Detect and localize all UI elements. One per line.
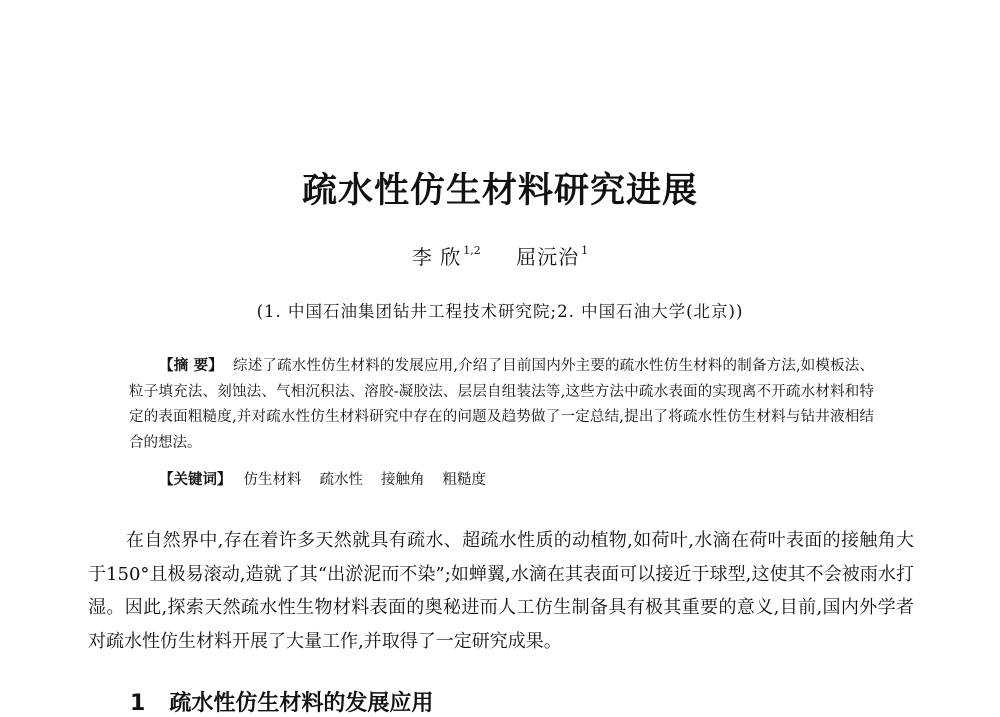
section-title: 疏水性仿生材料的发展应用 <box>169 691 434 716</box>
keyword: 接触角 <box>381 472 425 488</box>
section-number: 1 <box>130 691 146 716</box>
author-2 <box>516 241 588 270</box>
author-affiliation-mark: 1,2 <box>463 244 481 257</box>
paper-title: 疏水性仿生材料研究进展 <box>301 171 698 211</box>
author-list <box>0 241 1000 270</box>
abstract-label: 【摘 要】 <box>159 357 223 374</box>
section-heading <box>130 686 433 717</box>
keywords-label: 【关键词】 <box>159 471 232 488</box>
keyword: 仿生材料 <box>243 472 302 488</box>
abstract <box>129 353 874 456</box>
author-1 <box>412 241 481 270</box>
abstract-text: 综述了疏水性仿生材料的发展应用,介绍了目前国内外主要的疏水性仿生材料的制备方法,如模板法、粒子填充法、刻蚀法、气相沉积法、溶胶-凝胶法、层层自组装法等,这些方法中疏水表面的实现离不开疏水材料和特定的表面粗糙度,并对疏水性仿生材料研究中存在的问题及趋势做了一定总结,提出了将疏水性仿生材料与钻井液相结合的想法。 <box>129 358 874 451</box>
author-name: 屈沅治 <box>516 245 580 269</box>
affiliations: (1. 中国石油集团钻井工程技术研究院;2. 中国石油大学(北京)) <box>256 302 744 321</box>
keyword: 疏水性 <box>319 472 363 488</box>
intro-paragraph: 在自然界中,存在着许多天然就具有疏水、超疏水性质的动植物,如荷叶,水滴在荷叶表面的接触角大于150°且极易滚动,造就了其“出淤泥而不染”;如蝉翼,水滴在其表面可以接近于球型,这使其不会被雨水打湿。因此,探索天然疏水性生物材料表面的奥秘进而人工仿生制备具有极其重要的意义,目前,国内外学者对疏水性仿生材料开展了大量工作,并取得了一定研究成果。 <box>88 530 914 652</box>
keywords <box>159 467 874 493</box>
author-affiliation-mark: 1 <box>581 244 589 257</box>
keyword: 粗糙度 <box>442 472 486 488</box>
author-name: 李 欣 <box>411 245 462 269</box>
